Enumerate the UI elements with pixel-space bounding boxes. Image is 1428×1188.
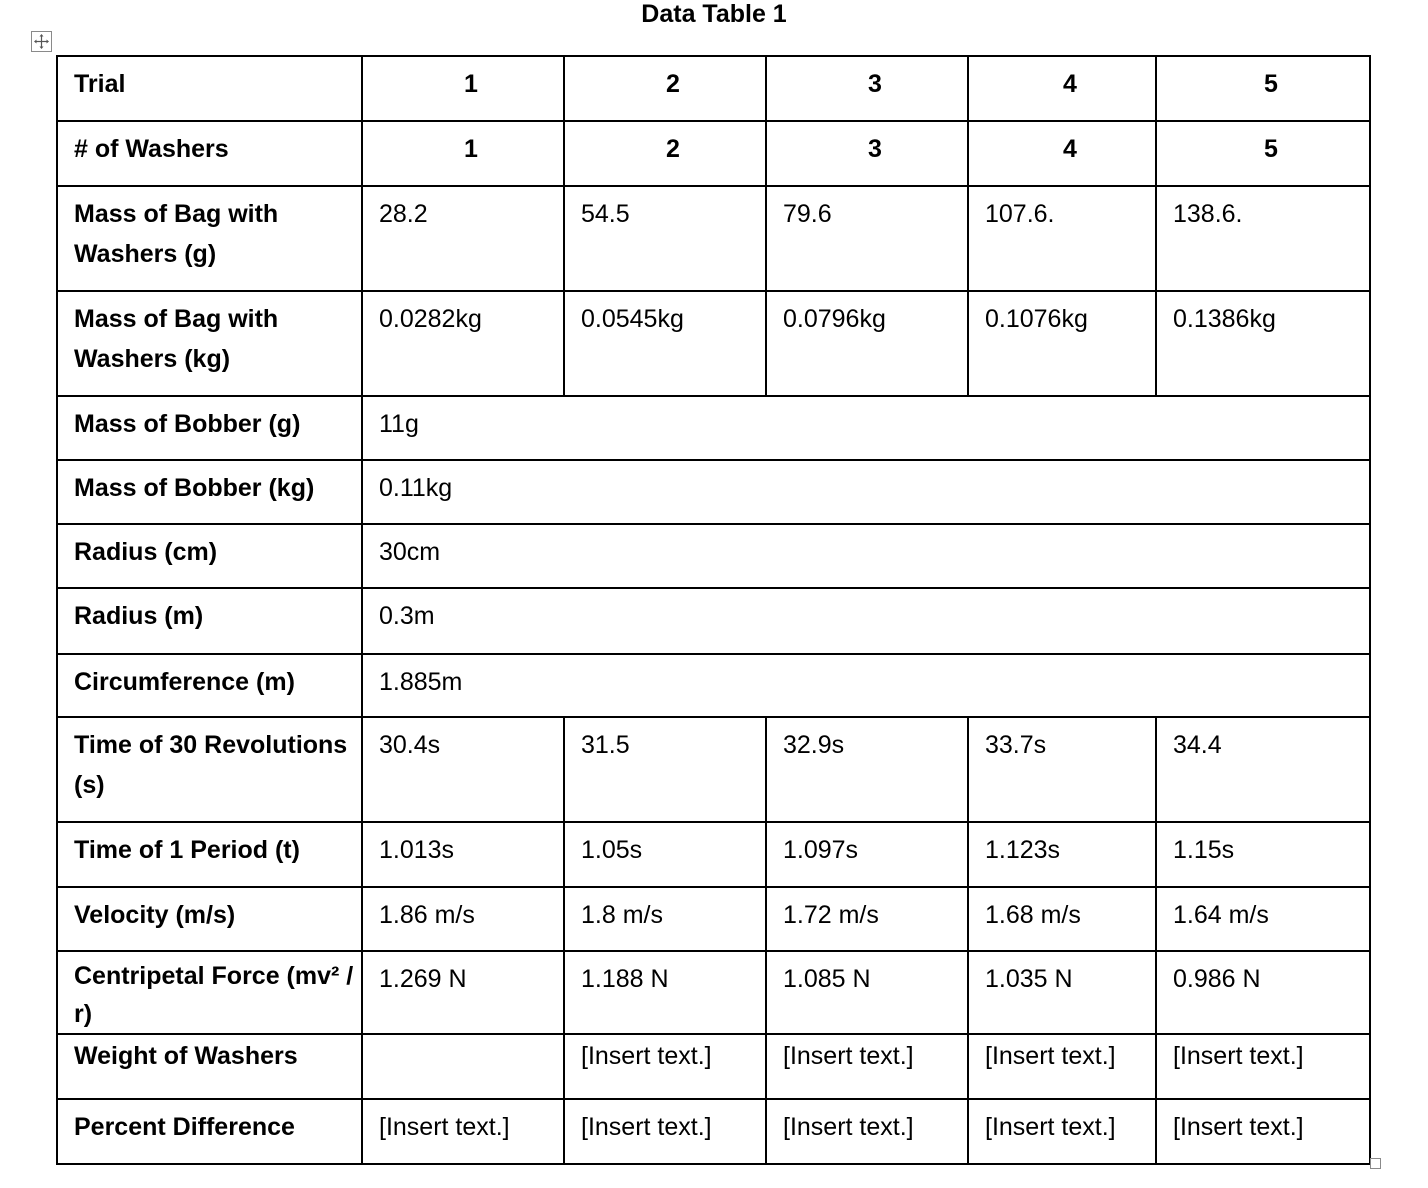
weight-5[interactable]: [Insert text.] (1156, 1034, 1370, 1099)
time30-4: 33.7s (968, 717, 1156, 822)
period-4: 1.123s (968, 822, 1156, 887)
mass-g-1: 28.2 (362, 186, 564, 291)
radius-cm-label: Radius (cm) (57, 524, 362, 588)
velocity-label: Velocity (m/s) (57, 887, 362, 951)
table-row (57, 121, 1370, 186)
time30-1: 30.4s (362, 717, 564, 822)
time30-5: 34.4 (1156, 717, 1370, 822)
mass-g-5: 138.6. (1156, 186, 1370, 291)
mass-g-4: 107.6. (968, 186, 1156, 291)
velocity-2: 1.8 m/s (564, 887, 766, 951)
washers-2: 2 (564, 121, 766, 186)
period-1: 1.013s (362, 822, 564, 887)
period-3: 1.097s (766, 822, 968, 887)
table-row (57, 822, 1370, 887)
move-arrows-icon (32, 32, 51, 51)
velocity-4: 1.68 m/s (968, 887, 1156, 951)
trial-1: 1 (362, 56, 564, 121)
table-row (57, 887, 1370, 951)
mass-kg-1: 0.0282kg (362, 291, 564, 396)
table-row (57, 717, 1370, 822)
table-row (57, 460, 1370, 524)
mass-kg-label: Mass of Bag with Washers (kg) (57, 291, 362, 396)
circumference-value: 1.885m (362, 654, 1370, 717)
mass-kg-5: 0.1386kg (1156, 291, 1370, 396)
weight-3[interactable]: [Insert text.] (766, 1034, 968, 1099)
force-label: Centripetal Force (mv² / r) (57, 951, 362, 1034)
trial-label: Trial (57, 56, 362, 121)
radius-m-value: 0.3m (362, 588, 1370, 654)
force-4: 1.035 N (968, 951, 1156, 1034)
trial-5: 5 (1156, 56, 1370, 121)
bobber-kg-value: 0.11kg (362, 460, 1370, 524)
trial-3: 3 (766, 56, 968, 121)
weight-1[interactable] (362, 1034, 564, 1099)
table-title: Data Table 1 (641, 0, 787, 28)
radius-m-label: Radius (m) (57, 588, 362, 654)
data-table (56, 55, 1371, 1165)
radius-cm-value: 30cm (362, 524, 1370, 588)
mass-g-2: 54.5 (564, 186, 766, 291)
table-row (57, 588, 1370, 654)
table-row (57, 56, 1370, 121)
velocity-5: 1.64 m/s (1156, 887, 1370, 951)
table-row (57, 291, 1370, 396)
weight-2[interactable]: [Insert text.] (564, 1034, 766, 1099)
circumference-label: Circumference (m) (57, 654, 362, 717)
velocity-3: 1.72 m/s (766, 887, 968, 951)
washers-1: 1 (362, 121, 564, 186)
table-move-handle[interactable] (31, 31, 52, 52)
table-row (57, 396, 1370, 460)
period-5: 1.15s (1156, 822, 1370, 887)
table-row (57, 951, 1370, 1034)
percent-2[interactable]: [Insert text.] (564, 1099, 766, 1164)
trial-4: 4 (968, 56, 1156, 121)
table-row (57, 1099, 1370, 1164)
period-2: 1.05s (564, 822, 766, 887)
velocity-1: 1.86 m/s (362, 887, 564, 951)
force-1: 1.269 N (362, 951, 564, 1034)
percent-3[interactable]: [Insert text.] (766, 1099, 968, 1164)
table-row (57, 1034, 1370, 1099)
percent-1[interactable]: [Insert text.] (362, 1099, 564, 1164)
period-label: Time of 1 Period (t) (57, 822, 362, 887)
time30-3: 32.9s (766, 717, 968, 822)
mass-kg-4: 0.1076kg (968, 291, 1156, 396)
force-2: 1.188 N (564, 951, 766, 1034)
mass-g-3: 79.6 (766, 186, 968, 291)
washers-label: # of Washers (57, 121, 362, 186)
bobber-g-value: 11g (362, 396, 1370, 460)
time30-2: 31.5 (564, 717, 766, 822)
washers-3: 3 (766, 121, 968, 186)
weight-label: Weight of Washers (57, 1034, 362, 1099)
mass-g-label: Mass of Bag with Washers (g) (57, 186, 362, 291)
percent-5[interactable]: [Insert text.] (1156, 1099, 1370, 1164)
weight-4[interactable]: [Insert text.] (968, 1034, 1156, 1099)
mass-kg-2: 0.0545kg (564, 291, 766, 396)
table-row (57, 186, 1370, 291)
table-row (57, 654, 1370, 717)
force-5: 0.986 N (1156, 951, 1370, 1034)
table-row (57, 524, 1370, 588)
percent-label: Percent Difference (57, 1099, 362, 1164)
bobber-kg-label: Mass of Bobber (kg) (57, 460, 362, 524)
washers-5: 5 (1156, 121, 1370, 186)
bobber-g-label: Mass of Bobber (g) (57, 396, 362, 460)
time30-label: Time of 30 Revolutions (s) (57, 717, 362, 822)
washers-4: 4 (968, 121, 1156, 186)
table-resize-handle[interactable] (1370, 1158, 1381, 1169)
percent-4[interactable]: [Insert text.] (968, 1099, 1156, 1164)
trial-2: 2 (564, 56, 766, 121)
force-3: 1.085 N (766, 951, 968, 1034)
mass-kg-3: 0.0796kg (766, 291, 968, 396)
